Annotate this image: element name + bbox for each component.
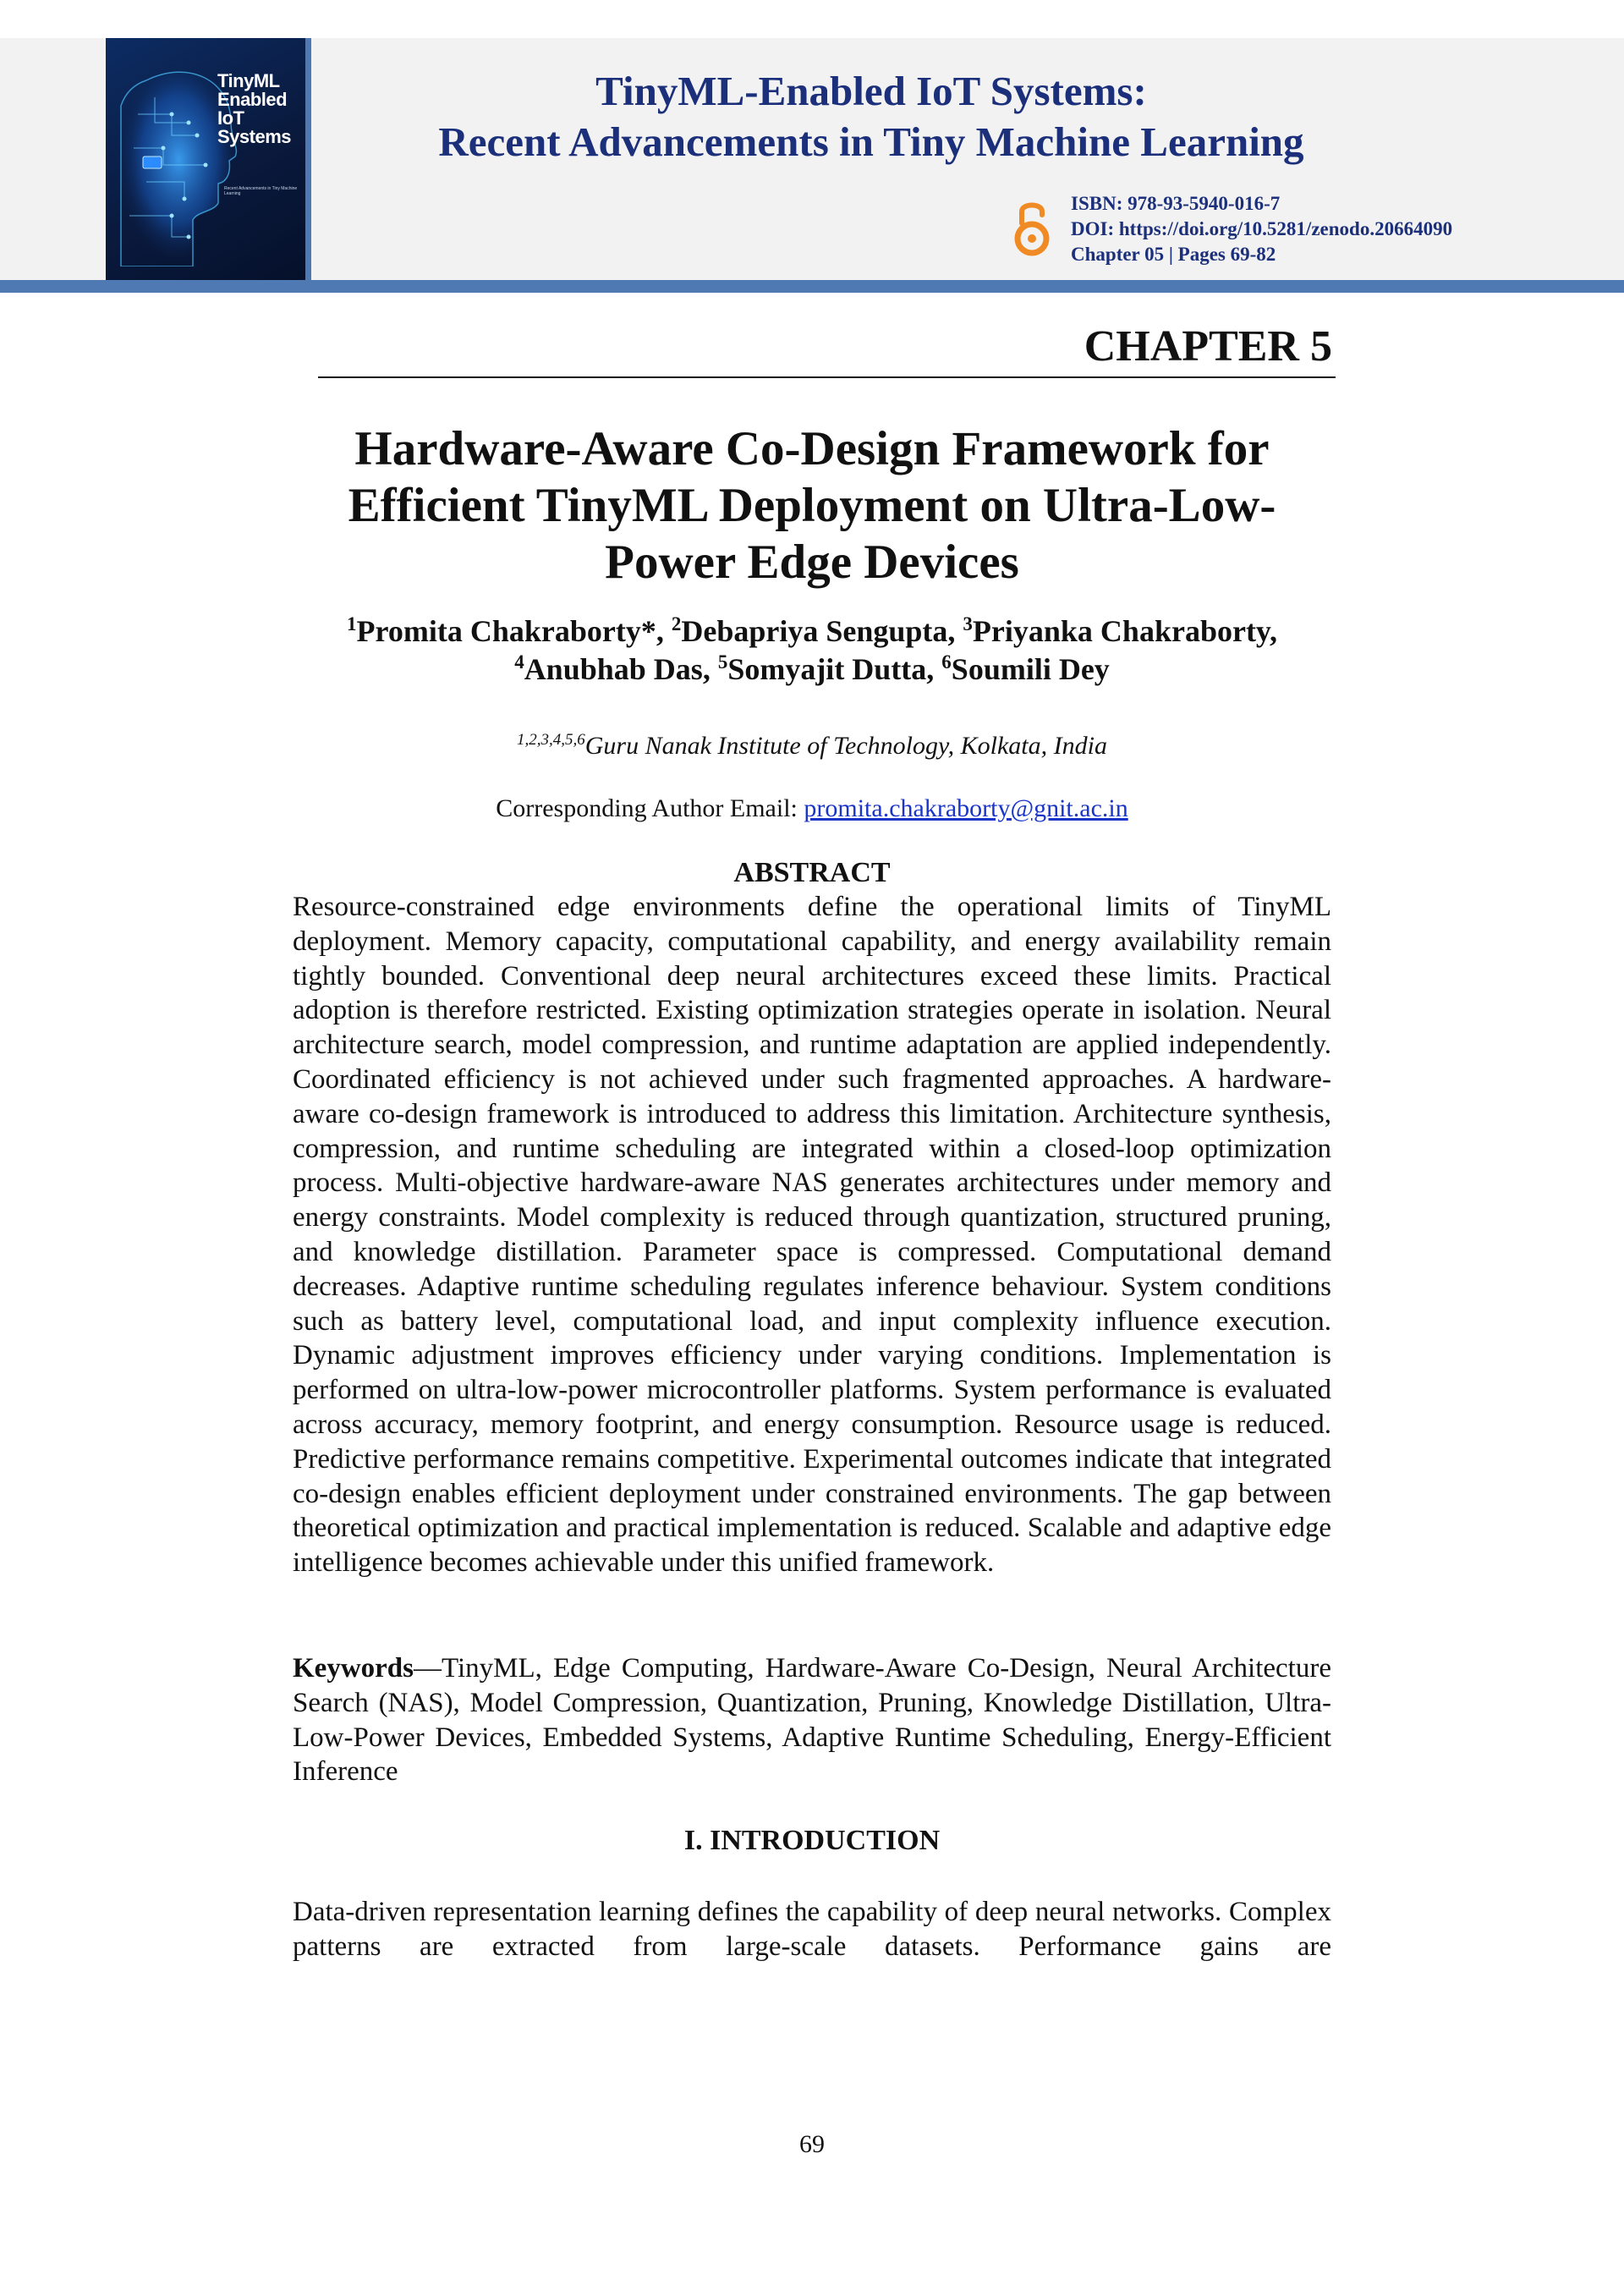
keywords-label: Keywords	[293, 1653, 414, 1684]
author-name: Promita Chakraborty*	[356, 614, 656, 648]
cover-title: TinyML Enabled IoT Systems	[217, 70, 292, 147]
book-cover-thumbnail	[106, 38, 305, 280]
author-name: Anubhab Das	[524, 652, 703, 686]
book-metadata	[1071, 191, 1544, 267]
cover-subtitle: Recent Advancements in Tiny Machine Learning	[224, 186, 298, 196]
cover-divider	[305, 38, 311, 280]
introduction-heading: I. INTRODUCTION	[683, 1825, 941, 1856]
chapter-rule	[318, 376, 1336, 378]
author-name: Soumili Dey	[951, 652, 1110, 686]
corresponding-email-link[interactable]: promita.chakraborty@gnit.ac.in	[804, 794, 1128, 822]
author-list: $^1$Promita Chakraborty*, $^2$Debapriya Sengupta, $^3$Priyanka Chakraborty, $^4$Anubhab Das, $^5$Somyajit Dutta, $^6$Soumili Dey	[347, 613, 1277, 686]
open-access-icon	[1012, 195, 1052, 262]
corresponding-author: Corresponding Author Email: promita.chakraborty@gnit.ac.in	[496, 794, 1128, 822]
keywords-text: TinyML, Edge Computing, Hardware-Aware Co-Design, Neural Architecture Search (NAS), Model Compression, Quantization, Pruning, Knowledge Distillation, Ultra-Low-Power Devices, Embedded Systems, Adaptive Runtime Scheduling, Energy-Efficient Inference	[293, 1653, 1331, 1788]
doi-link[interactable]: DOI: https://doi.org/10.5281/zenodo.20664090	[1071, 218, 1453, 239]
abstract-heading: ABSTRACT	[733, 857, 891, 888]
author-name: Debapriya Sengupta	[681, 614, 948, 648]
chapter-label: CHAPTER 5	[1084, 322, 1332, 371]
author-name: Priyanka Chakraborty	[972, 614, 1270, 648]
book-title: TinyML-Enabled IoT Systems: Recent Advancements in Tiny Machine Learning	[438, 68, 1304, 165]
isbn: ISBN: 978-93-5940-016-7	[1071, 193, 1281, 214]
introduction-body: Data-driven representation learning defines the capability of deep neural networks. Complex patterns are extracted from large-scale datasets. Performance gains are	[293, 1897, 1331, 1962]
header-rule	[0, 280, 1624, 293]
paper-title: Hardware-Aware Co-Design Framework for Efficient TinyML Deployment on Ultra-Low- Power Edge Devices	[348, 422, 1276, 589]
keywords-block: Keywords—TinyML, Edge Computing, Hardware-Aware Co-Design, Neural Architecture Search (NAS), Model Compression, Quantization, Pruning, Knowledge Distillation, Ultra-Low-Power Devices, Embedded Systems, Adaptive Runtime Scheduling, Energy-Efficient Inference	[293, 1653, 1331, 1788]
abstract-body: Resource-constrained edge environments define the operational limits of TinyML deployment. Memory capacity, computational capability, and energy availability remain tightly bounded. Conventional deep neural architectures exceed these limits. Practical adoption is therefore restricted. Existing optimization strategies operate in isolation. Neural architecture search, model compression, and runtime adaptation are applied independently. Coordinated efficiency is not achieved under such fragmented approaches. A hardware-aware co-design framework is introduced to address this limitation. Architecture synthesis, compression, and runtime scheduling are integrated within a closed-loop optimization process. Multi-objective hardware-aware NAS generates architectures under memory and energy constraints. Model complexity is reduced through quantization, structured pruning, and knowledge distillation. Parameter space is compressed. Computational demand decreases. Adaptive runtime scheduling regulates inference behaviour. System conditions such as battery level, computational load, and input complexity influence execution. Dynamic adjustment improves efficiency under varying conditions. Implementation is performed on ultra-low-power microcontroller platforms. System performance is evaluated across accuracy, memory footprint, and energy consumption. Resource usage is reduced. Predictive performance remains competitive. Experimental outcomes indicate that integrated co-design enables efficient deployment under constrained environments. The gap between theoretical optimization and practical implementation is reduced. Scalable and adaptive edge intelligence becomes achievable under this unified framework.	[293, 892, 1331, 1579]
author-name: Somyajit Dutta	[727, 652, 927, 686]
affiliation: $^{1,2,3,4,5,6}$Guru Nanak Institute of Technology, Kolkata, India	[517, 731, 1107, 760]
page-number: 69	[799, 2130, 825, 2158]
chapter-pages: Chapter 05 | Pages 69-82	[1071, 244, 1276, 265]
